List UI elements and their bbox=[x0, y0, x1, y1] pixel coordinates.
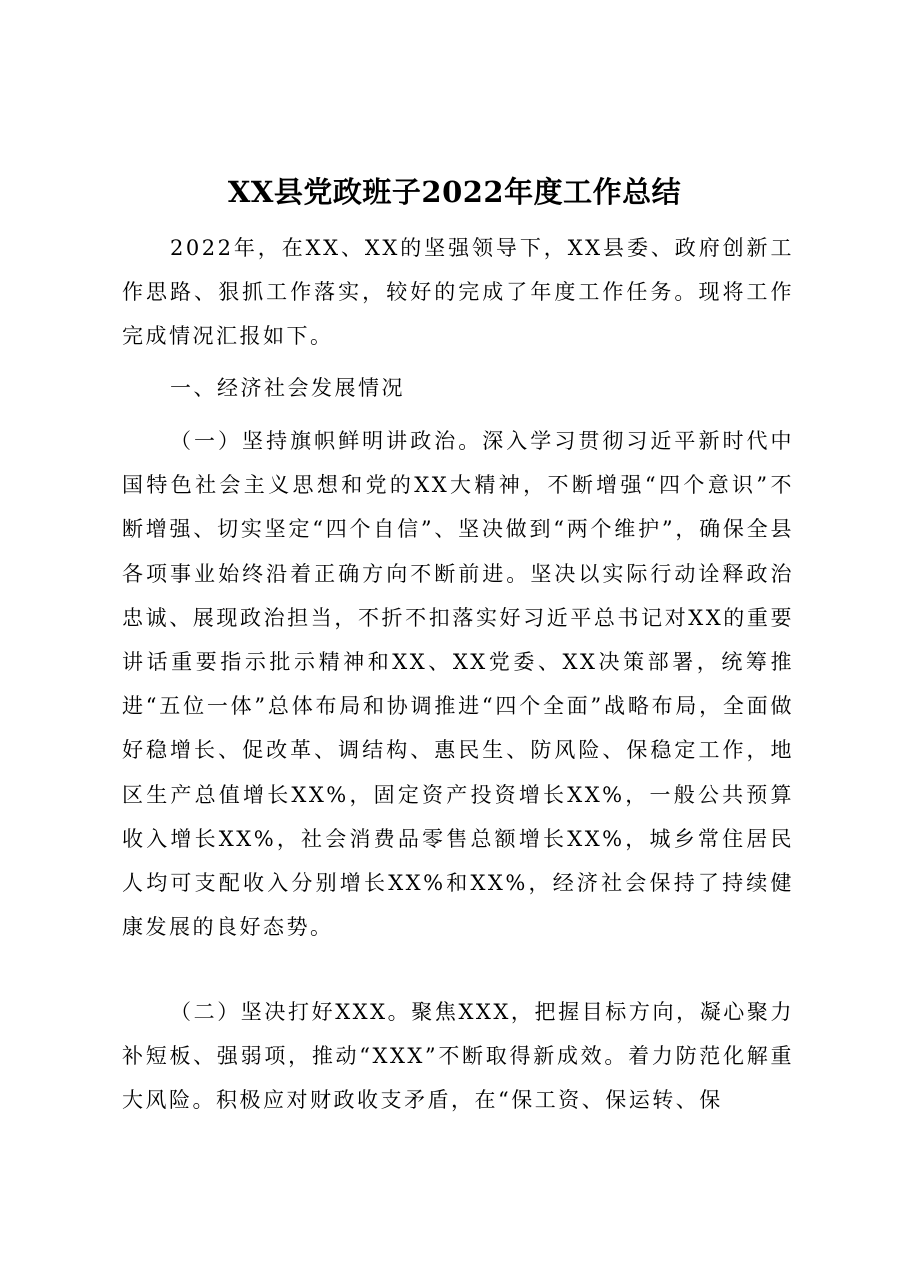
document-title: XX县党政班子2022年度工作总结 bbox=[227, 175, 682, 209]
section-heading: 一、经济社会发展情况 bbox=[170, 376, 405, 400]
intro-paragraph: 2022年，在XX、XX的坚强领导下，XX县委、政府创新工作思路、狠抓工作落实，较好的完成了年度工作任务。现将工作完成情况汇报如下。 bbox=[122, 236, 794, 349]
body-paragraph: （一）坚持旗帜鲜明讲政治。深入学习贯彻习近平新时代中国特色社会主义思想和党的XX大精神，不断增强“四个意识”不断增强、切实坚定“四个自信”、坚决做到“两个维护”，确保全县各项事业始终沿着正确方向不断前进。坚决以实际行动诠释政治忠诚、展现政治担当，不折不扣落实好习近平总书记对XX的重要讲话重要指示批示精神和XX、XX党委、XX决策部署，统筹推进“五位一体”总体布局和协调推进“四个全面”战略布局，全面做好稳增长、促改革、调结构、惠民生、防风险、保稳定工作，地区生产总值增长XX%，固定资产投资增长XX%，一般公共预算收入增长XX%，社会消费品零售总额增长XX%，城乡常住居民人均可支配收入分别增长XX%和XX%，经济社会保持了持续健康发展的良好态势。 bbox=[122, 429, 794, 940]
body-paragraph: （二）坚决打好XXX。聚焦XXX，把握目标方向，凝心聚力补短板、强弱项，推动“XXX”不断取得新成效。着力防范化解重大风险。积极应对财政收支矛盾，在“保工资、保运转、保 bbox=[122, 1000, 794, 1113]
